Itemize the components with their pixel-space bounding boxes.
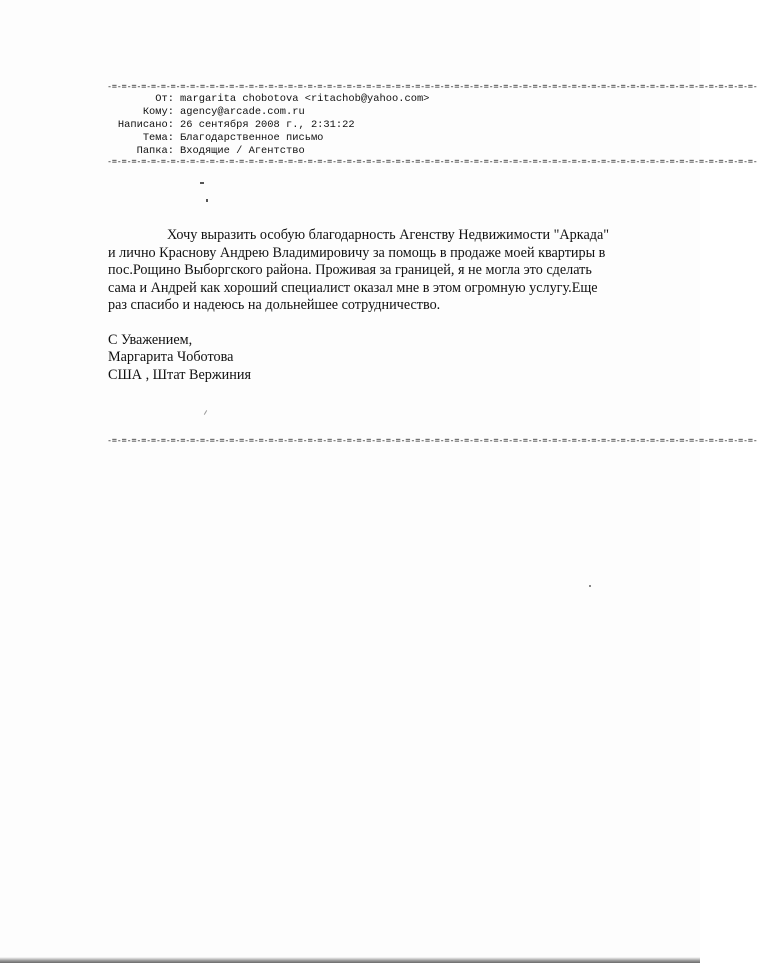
letter-paragraph — [108, 227, 608, 315]
letter-body — [108, 227, 608, 384]
scan-speck — [204, 410, 207, 415]
body-line: и лично Краснову Андрею Владимировичу за помощь в продаже моей квартиры в — [108, 244, 606, 261]
header-bottom-divider: -=-=-=-=-=-=-=-=-=-=-=-=-=-=-=-=-=-=-=-=-=-=-=-=-=-=-=-=-=-=-=-=-=-=-=-=-=-=-=-=-=-=-=-=-=-=-=-=-=-=-=-=-=-=-=-=-=-=-=-=-=-=-=-=-=-=- — [107, 156, 758, 166]
date-value: 26 сентября 2008 г., 2:31:22 — [180, 119, 355, 131]
body-line: раз спасибо и надеюсь на дольнейшее сотрудничество. — [108, 297, 441, 313]
header-row-to — [108, 106, 429, 119]
header-row-subject — [108, 132, 429, 145]
scan-bottom-edge — [0, 957, 700, 963]
header-row-from — [108, 93, 429, 106]
date-label: Написано: — [117, 119, 174, 131]
scan-speck — [206, 199, 208, 202]
to-label: Кому: — [142, 106, 174, 118]
header-row-date — [108, 119, 429, 132]
subject-label: Тема: — [142, 132, 174, 144]
scan-speck — [200, 182, 204, 184]
folder-label: Папка: — [136, 145, 174, 157]
subject-value: Благодарственное письмо — [180, 132, 324, 144]
body-line: сама и Андрей как хороший специалист оказал мне в этом огромную услугу.Еще — [108, 279, 598, 296]
closing-line: С Уважением, — [108, 331, 193, 348]
footer-divider: -=-=-=-=-=-=-=-=-=-=-=-=-=-=-=-=-=-=-=-=-=-=-=-=-=-=-=-=-=-=-=-=-=-=-=-=-=-=-=-=-=-=-=-=-=-=-=-=-=-=-=-=-=-=-=-=-=-=-=-=-=-=-=-=-=-=- — [107, 435, 758, 445]
folder-value: Входящие / Агентство — [180, 145, 305, 157]
email-header — [108, 93, 429, 158]
body-line: пос.Рощино Выборгского района. Проживая за границей, я не могла это сделать — [108, 262, 592, 278]
to-value: agency@arcade.com.ru — [180, 106, 305, 118]
from-label: От: — [155, 93, 174, 105]
body-line: Хочу выразить особую благодарность Агенству Недвижимости "Аркада" — [167, 227, 610, 243]
scan-speck — [589, 585, 591, 587]
signature-location: США , Штат Вержиния — [108, 366, 251, 383]
signature-name: Маргарита Чоботова — [108, 349, 234, 365]
header-top-divider: -=-=-=-=-=-=-=-=-=-=-=-=-=-=-=-=-=-=-=-=-=-=-=-=-=-=-=-=-=-=-=-=-=-=-=-=-=-=-=-=-=-=-=-=-=-=-=-=-=-=-=-=-=-=-=-=-=-=-=-=-=-=-=-=-=-=- — [107, 81, 758, 91]
from-value: margarita chobotova <ritachob@yahoo.com> — [180, 93, 430, 105]
